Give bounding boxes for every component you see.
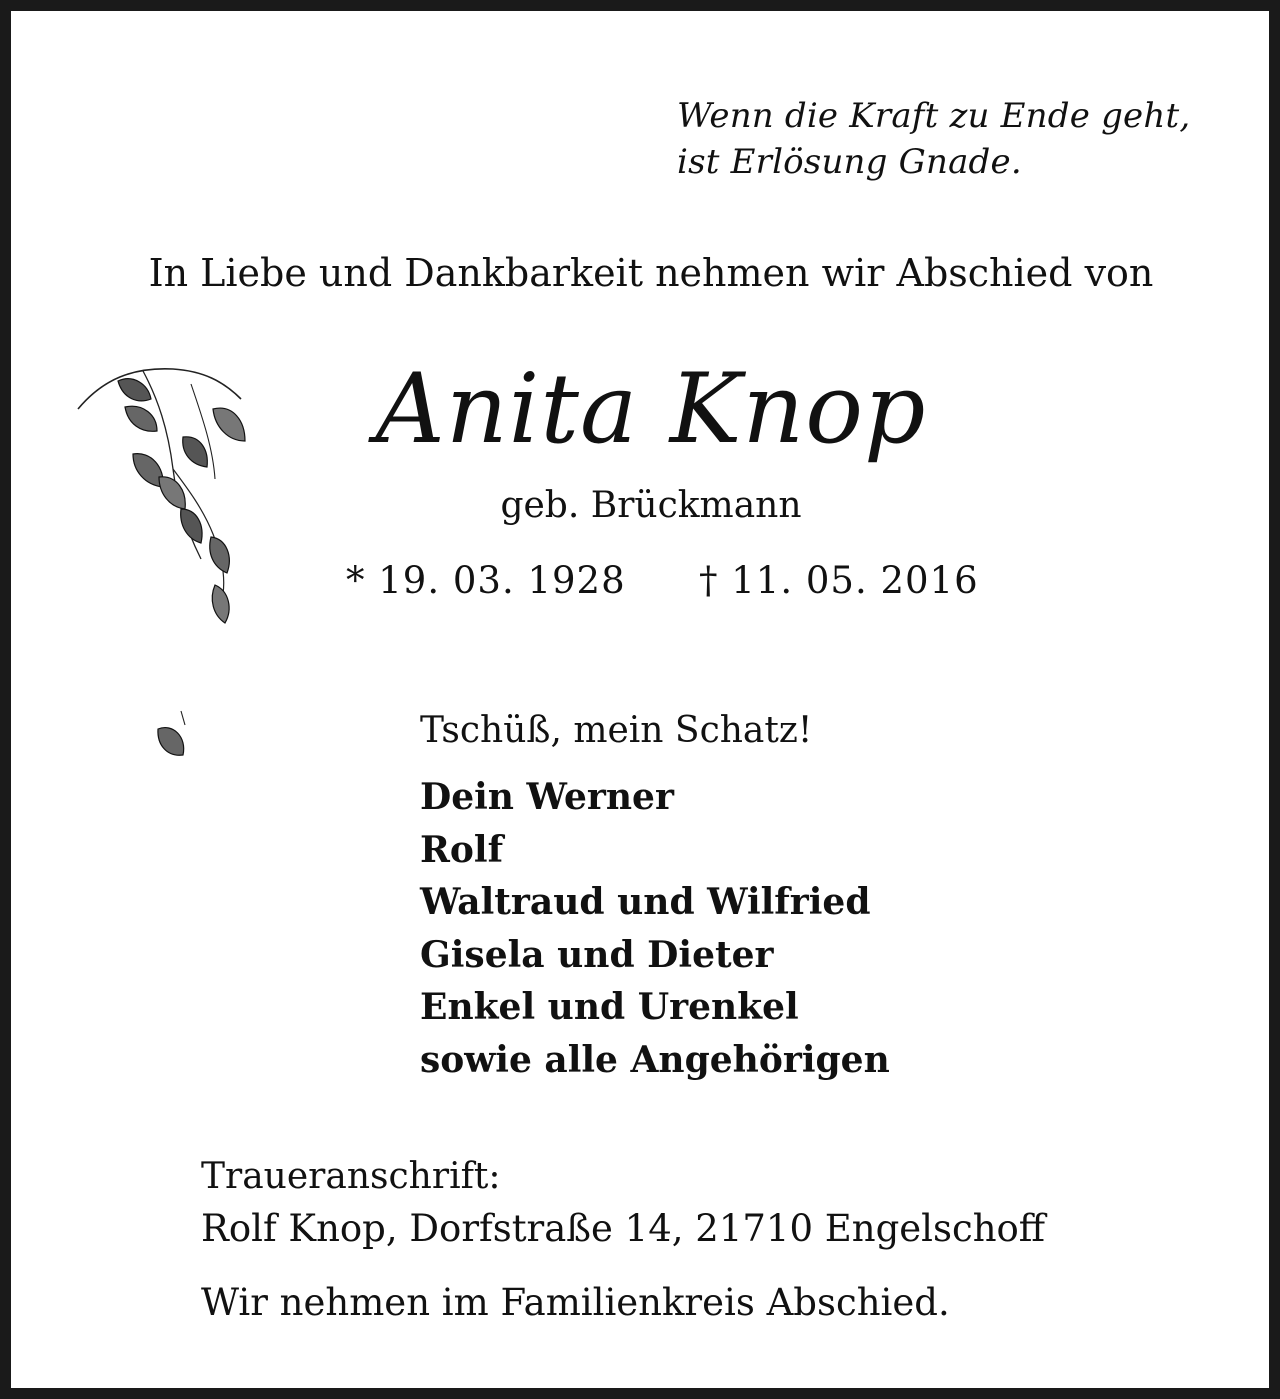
closing-text: Wir nehmen im Familienkreis Abschied. <box>201 1281 950 1324</box>
address-label: Traueranschrift: <box>201 1156 501 1197</box>
mourner-line: Dein Werner <box>420 776 674 818</box>
farewell-text: Tschüß, mein Schatz! <box>420 710 813 751</box>
mourning-address: Rolf Knop, Dorfstraße 14, 21710 Engelschoff <box>201 1207 1046 1250</box>
mourner-line: Rolf <box>420 828 504 871</box>
mourner-line: sowie alle Angehörigen <box>420 1038 890 1081</box>
mourner-line: Gisela und Dieter <box>420 933 774 976</box>
intro-text: In Liebe und Dankbarkeit nehmen wir Abschied von <box>148 251 1154 295</box>
mourner-line: Enkel und Urenkel <box>420 986 799 1028</box>
deceased-name: Anita Knop <box>375 353 927 465</box>
motto-line-2: ist Erlösung Gnade. <box>677 142 1022 182</box>
birth-name: geb. Brückmann <box>500 485 802 526</box>
death-date: † 11. 05. 2016 <box>699 559 979 602</box>
birth-date: * 19. 03. 1928 <box>346 559 626 602</box>
motto <box>677 93 1190 185</box>
motto-line-1: Wenn die Kraft zu Ende geht, <box>677 96 1191 136</box>
mourner-line: Waltraud und Wilfried <box>420 881 871 923</box>
mourners-list <box>420 771 890 1086</box>
